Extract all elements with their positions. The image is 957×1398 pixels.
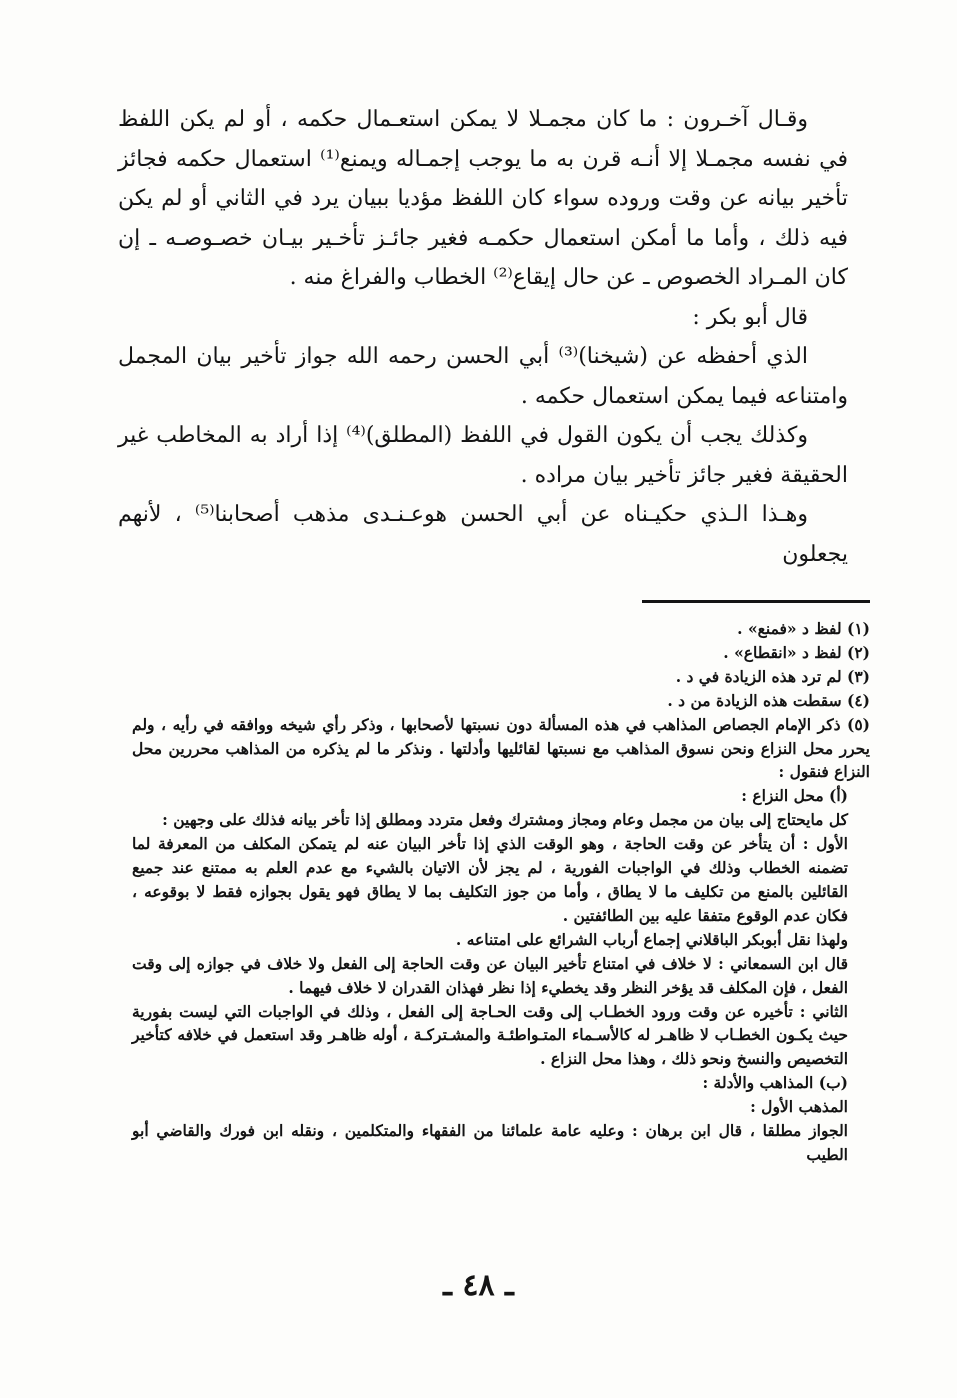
main-heading-abu-bakr: قال أبو بكر : [692, 304, 808, 330]
footnote-5-paragraph: الجواز مطلقا ، قال ابن برهان : وعليه عامة علمائنا من الفقهاء والمتكلمين ، ونقله ابن فورك والقاضي أبو الطيب [132, 1121, 848, 1164]
main-text-block [118, 100, 848, 574]
footnote-5-paragraph: الثاني : تأخيره عن وقت ورود الخطـاب إلى وقت الحـاجة إلى الفعل ، وذلك في الواجبات التي ليست بفورية حيث يكـون الخطـاب لا ظاهـر له كالأسـماء المتـواطئـة والمشـتركـة ، أوله ظاهـر وقد استعمل في خلافه كتأخير التخصيص والنسخ ونحو ذلك ، وهذا محل النزاع . [132, 1001, 848, 1069]
footnote-3: (٣) لم ترد هذه الزيادة في د . [675, 666, 870, 686]
footnote-2: (٢) لفظ د «انقطاع» . [723, 642, 870, 662]
footnote-5-paragraph: ولهذا نقل أبوبكر الباقلاني إجماع أرباب الشرائع على امتناعه . [455, 929, 848, 949]
footnote-5-paragraph: كل مايحتاج إلى بيان من مجمل وعام ومجاز ومشترك وفعل متردد ومطلق إذا تأخر بيانه فذلك على وجهين : [162, 810, 848, 830]
main-paragraph-2: الذي أحفظه عن (شيخنا)⁽³⁾ أبي الحسن رحمه الله جواز تأخير بيان المجمل وامتناعه فيما يمكن استعمال حكمه . [118, 344, 848, 409]
page-number: ـ ٤٨ ـ [443, 1268, 514, 1303]
footnotes-block [132, 617, 870, 1167]
footnote-5-paragraph: قال ابن السمعاني : لا خلاف في امتناع تأخير البيان عن وقت الحاجة إلى الفعل ولا خلاف في جوازه إلى وقت الفعل ، فإن المكلف قد يؤخر النظر وقد يخطيء إذا نظر فهذان القدران لا خلاف فيهما . [132, 953, 848, 997]
main-paragraph-3: وكذلك يجب أن يكون القول في اللفظ (المطلق)⁽⁴⁾ إذا أراد به المخاطب غير الحقيقة فغير جائز تأخير بيان مراده . [118, 423, 848, 488]
footnote-5: (٥) ذكر الإمام الجصاص المذاهب في هذه المسألة دون نسبتها لأصحابها ، وذكر رأي شيخه ووافقه في رأيه ، ولم يحرر محل النزاع ونحن نسوق المذاهب مع نسبتها لقائليها وأدلتها . ونذكر ما لم يذكره من المذاهب محررين محل النزاع فنقول : [132, 714, 870, 782]
footnote-5-section-b: (ب) المذاهب والأدلة : [702, 1073, 848, 1093]
footnote-5-section-a: (أ) محل النزاع : [741, 786, 848, 806]
main-paragraph-1: وقـال آخـرون : ما كان مجمـلا لا يمكن استعـمال حكمه ، أو لم يكن اللفظ في نفسه مجمـلا إلا أنـه قرن به ما يوجب إجمـاله ويمنع⁽¹⁾ استعمال حكمه فجائز تأخير بيانه عن وقت وروده سواء كان اللفظ مؤديا ببيان يرد في الثاني أو لم يكن فيه ذلك ، وأما ما أمكن استعمال حكمـه فغير جائـز تأخـير بيـان خصـوصـه ـ إن كان المـراد الخصوص ـ عن حال إيقاع⁽²⁾ الخطاب والفراغ منه . [118, 107, 848, 290]
footnote-1: (١) لفظ د «فمنع» . [737, 619, 870, 638]
footnote-4: (٤) سقطت هذه الزيادة من د . [667, 690, 870, 710]
footnote-5-paragraph: الأول : أن يتأخر عن وقت الحاجة ، وهو الوقت الذي إذا تأخر البيان عنه لم يتمكن المكلف من المعرفة لما تضمنه الخطاب وذلك في الواجبات الفورية ، لم يجز لأن الاتيان بالشيء مع عدم العلم به ممتنع عند جميع القائلين بالمنع من تكليف ما لا يطاق ، وأما من جوز التكليف بما لا يطاق فهو يقول بجوازه فقط لا بوقوعه ، فكان عدم الوقوع متفقا عليه بين الطائفتين . [132, 834, 848, 925]
footnote-separator [642, 600, 870, 603]
main-paragraph-4: وهـذا الـذي حكيـناه عن أبي الحسن هوعـنـدى مذهب أصحابنا⁽⁵⁾ ، لأنهم يجعلون [118, 502, 848, 567]
footnote-5-subheading: المذهب الأول : [750, 1097, 848, 1117]
